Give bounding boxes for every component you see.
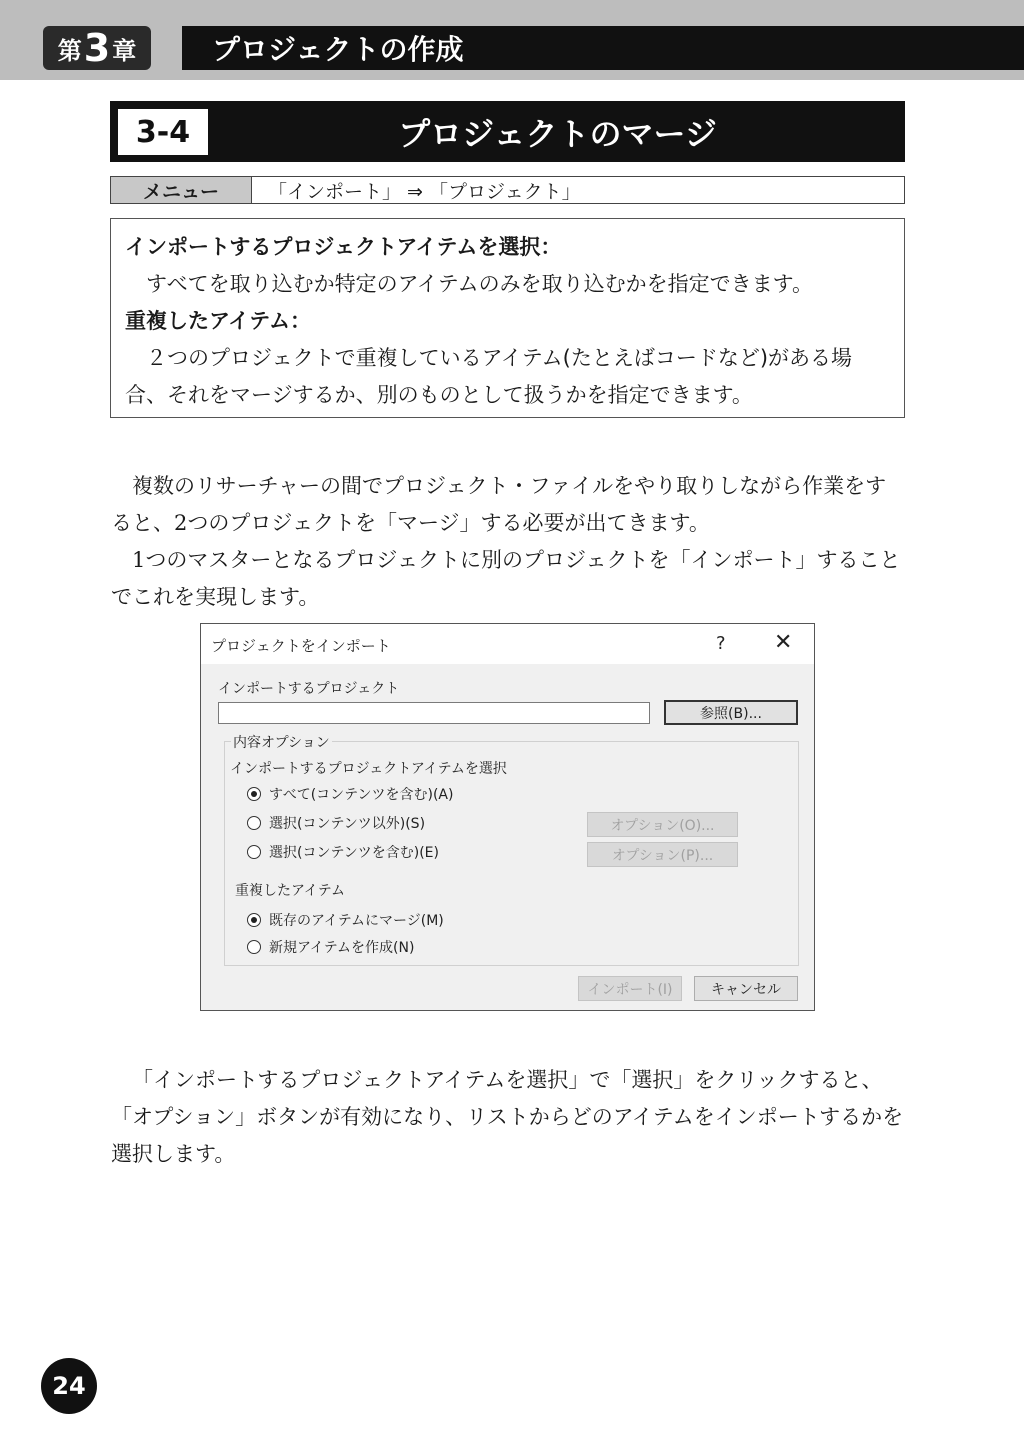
page-number: 24 (41, 1358, 97, 1414)
body-paragraph: 「インポートするプロジェクトアイテムを選択」で「選択」をクリックすると、「オプション」ボタンが有効になり、リストからどのアイテムをインポートするかを選択します。 (111, 1068, 904, 1166)
section-header (110, 101, 905, 162)
content-options-label: 内容オプション (231, 732, 332, 752)
body-text-options (111, 1062, 906, 1173)
radio-unchecked-icon[interactable] (247, 816, 261, 830)
section-number: 3-4 (118, 109, 208, 155)
radio-select-include[interactable] (247, 842, 439, 862)
radio-select-include-label: 選択(コンテンツを含む)(E) (269, 845, 439, 861)
radio-checked-icon[interactable] (247, 913, 261, 927)
info-text-duplicates: ２つのプロジェクトで重複しているアイテム(たとえばコードなど)がある場合、それをマージするか、別のものとして扱うかを指定できます。 (125, 346, 853, 407)
dialog-title: プロジェクトをインポート (211, 637, 391, 655)
browse-button[interactable]: 参照(B)... (664, 700, 798, 725)
menu-path-row (110, 176, 905, 204)
chapter-badge-prefix: 第 (57, 36, 82, 65)
duplicates-label: 重複したアイテム (235, 883, 346, 899)
dialog-titlebar (201, 624, 814, 664)
body-paragraph: 1つのマスターとなるプロジェクトに別のプロジェクトを「インポート」することでこれを実現します。 (111, 548, 901, 609)
radio-all-label: すべて(コンテンツを含む)(A) (269, 787, 454, 803)
radio-checked-icon[interactable] (247, 787, 261, 801)
radio-new-label: 新規アイテムを作成(N) (269, 940, 415, 956)
menu-label: メニュー (111, 177, 252, 203)
project-label: インポートするプロジェクト (218, 681, 400, 697)
chapter-badge (43, 26, 151, 70)
info-box (110, 218, 905, 418)
import-button[interactable]: インポート(I) (578, 976, 682, 1001)
close-icon[interactable]: ✕ (774, 630, 793, 655)
chapter-badge-suffix: 章 (112, 36, 137, 65)
radio-unchecked-icon[interactable] (247, 940, 261, 954)
radio-select-exclude-label: 選択(コンテンツ以外)(S) (269, 816, 426, 832)
info-heading-select-items: インポートするプロジェクトアイテムを選択： (125, 235, 562, 259)
section-title: プロジェクトのマージ (398, 114, 717, 153)
radio-new[interactable] (247, 937, 414, 957)
select-items-label: インポートするプロジェクトアイテムを選択 (230, 761, 507, 777)
radio-unchecked-icon[interactable] (247, 845, 261, 859)
options-o-button[interactable]: オプション(O)... (587, 812, 738, 837)
info-text-select-items: すべてを取り込むか特定のアイテムのみを取り込むかを指定できます。 (146, 272, 813, 296)
help-icon[interactable]: ? (716, 633, 726, 654)
radio-merge[interactable] (247, 910, 444, 930)
chapter-title: プロジェクトの作成 (182, 26, 1024, 70)
info-heading-duplicates: 重複したアイテム： (125, 309, 312, 333)
chapter-badge-number: 3 (83, 26, 111, 70)
menu-path: 「インポート」 ⇒ 「プロジェクト」 (268, 180, 581, 203)
radio-merge-label: 既存のアイテムにマージ(M) (269, 913, 444, 929)
options-p-button[interactable]: オプション(P)... (587, 842, 738, 867)
body-paragraph: 複数のリサーチャーの間でプロジェクト・ファイルをやり取りしながら作業をすると、2つのプロジェクトを「マージ」する必要が出てきます。 (111, 474, 887, 535)
cancel-button[interactable]: キャンセル (694, 976, 798, 1001)
body-text-intro (111, 468, 906, 616)
radio-select-exclude[interactable] (247, 813, 425, 833)
project-path-input[interactable] (218, 702, 650, 724)
import-project-dialog (200, 623, 815, 1011)
radio-all[interactable] (247, 784, 453, 804)
